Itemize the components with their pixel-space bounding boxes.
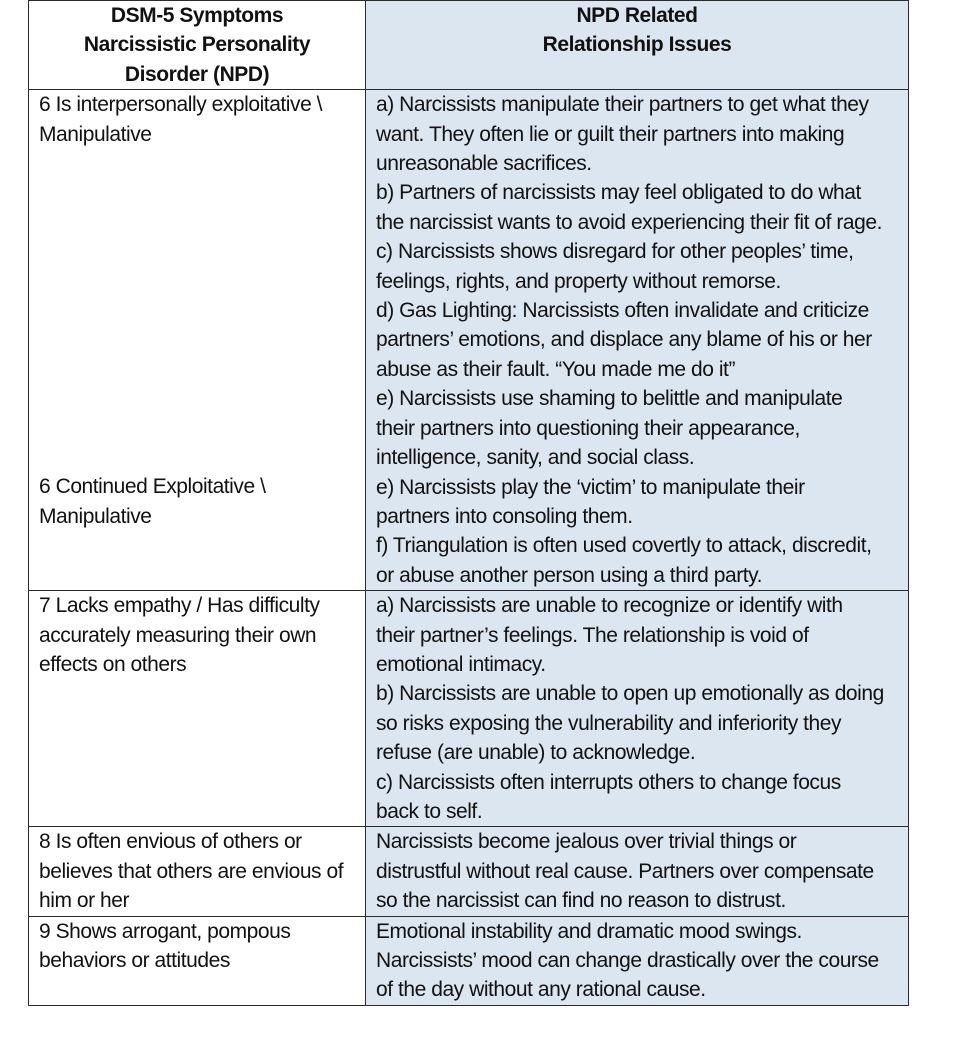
symptom-line: believes that others are envious of — [39, 859, 344, 883]
issue-line: Narcissists become jealous over trivial things or — [376, 830, 797, 854]
symptom-line: 8 Is often envious of others or — [39, 830, 302, 854]
header-line: Disorder (NPD) — [124, 62, 270, 86]
issue-line: d) Gas Lighting: Narcissists often invalidate and criticize — [376, 299, 869, 323]
issue-line: f) Triangulation is often used covertly to attack, discredit, — [376, 534, 872, 558]
issue-line: intelligence, sanity, and social class. — [376, 446, 695, 470]
issues-cell — [366, 591, 909, 827]
issue-line: c) Narcissists shows disregard for other peoples’ time, — [376, 240, 854, 264]
header-line: DSM-5 Symptoms — [110, 4, 284, 27]
issue-line: unreasonable sacrifices. — [376, 152, 592, 176]
npd-symptoms-table — [28, 0, 909, 1006]
issue-line: b) Partners of narcissists may feel obligated to do what — [376, 181, 861, 205]
table-header-row — [29, 1, 909, 90]
spacer — [39, 296, 357, 325]
issue-line: emotional intimacy. — [376, 652, 546, 676]
issue-line: their partner’s feelings. The relationship is void of — [376, 623, 809, 647]
issue-line: partners’ emotions, and displace any blame of his or her — [376, 328, 872, 352]
issue-line: of the day without any rational cause. — [376, 978, 706, 1002]
issue-line: feelings, rights, and property without remorse. — [376, 269, 781, 293]
issue-line: so the narcissist can find no reason to distrust. — [376, 889, 786, 913]
issue-line: distrustful without real cause. Partners over compensate — [376, 859, 874, 883]
symptom-line: 6 Is interpersonally exploitative \ — [39, 93, 323, 117]
header-line: NPD Related — [576, 4, 698, 27]
issue-line: so risks exposing the vulnerability and inferiority they — [376, 711, 842, 735]
symptom-cell — [29, 916, 366, 1005]
table-row — [29, 916, 909, 1005]
issue-line: c) Narcissists often interrupts others to change focus — [376, 770, 841, 794]
issue-line: refuse (are unable) to acknowledge. — [376, 741, 696, 765]
symptom-cell — [29, 90, 366, 591]
spacer — [39, 443, 357, 472]
issues-cell — [366, 90, 909, 591]
symptom-cell — [29, 591, 366, 827]
issue-line: partners into consoling them. — [376, 504, 633, 528]
issue-line: the narcissist wants to avoid experiencing their fit of rage. — [376, 210, 882, 234]
spacer — [39, 178, 357, 207]
issue-line: or abuse another person using a third party. — [376, 563, 763, 587]
header-line: Narcissistic Personality — [83, 33, 311, 57]
issue-line: back to self. — [376, 799, 483, 823]
header-relationship-issues — [366, 1, 909, 90]
spacer — [39, 237, 357, 266]
header-dsm5-symptoms — [29, 1, 366, 90]
issue-line: a) Narcissists manipulate their partners to get what they — [376, 93, 869, 117]
spacer — [39, 267, 357, 296]
issue-line: Emotional instability and dramatic mood swings. — [376, 919, 802, 943]
spacer — [39, 355, 357, 384]
symptom-line: him or her — [39, 889, 130, 913]
spacer — [39, 149, 357, 178]
symptom-line: behaviors or attitudes — [39, 949, 230, 972]
issues-cell — [366, 827, 909, 916]
header-line: Relationship Issues — [542, 33, 732, 57]
symptom-line: 9 Shows arrogant, pompous — [39, 919, 291, 943]
symptom-line: effects on others — [39, 652, 187, 676]
issue-line: e) Narcissists play the ‘victim’ to manipulate their — [376, 475, 805, 499]
spacer — [39, 414, 357, 443]
spacer — [39, 208, 357, 237]
issue-line: abuse as their fault. “You made me do it” — [376, 357, 735, 381]
symptom-line: Manipulative — [39, 504, 152, 528]
issue-line: a) Narcissists are unable to recognize or identify with — [376, 594, 843, 618]
table-row — [29, 591, 909, 827]
issue-line: want. They often lie or guilt their partners into making — [376, 122, 845, 146]
issue-line: e) Narcissists use shaming to belittle and manipulate — [376, 387, 843, 411]
symptom-cell — [29, 827, 366, 916]
issue-line: b) Narcissists are unable to open up emotionally as doing — [376, 682, 884, 706]
issues-cell — [366, 916, 909, 1005]
spacer — [39, 325, 357, 354]
symptom-line: Manipulative — [39, 122, 152, 146]
issue-line: Narcissists’ mood can change drastically over the course — [376, 949, 879, 972]
symptom-line: accurately measuring their own — [39, 623, 317, 647]
symptom-line: 7 Lacks empathy / Has difficulty — [39, 594, 320, 618]
table-row — [29, 90, 909, 591]
symptom-line: 6 Continued Exploitative \ — [39, 475, 266, 499]
issue-line: their partners into questioning their appearance, — [376, 416, 800, 440]
table-row — [29, 827, 909, 916]
spacer — [39, 384, 357, 413]
